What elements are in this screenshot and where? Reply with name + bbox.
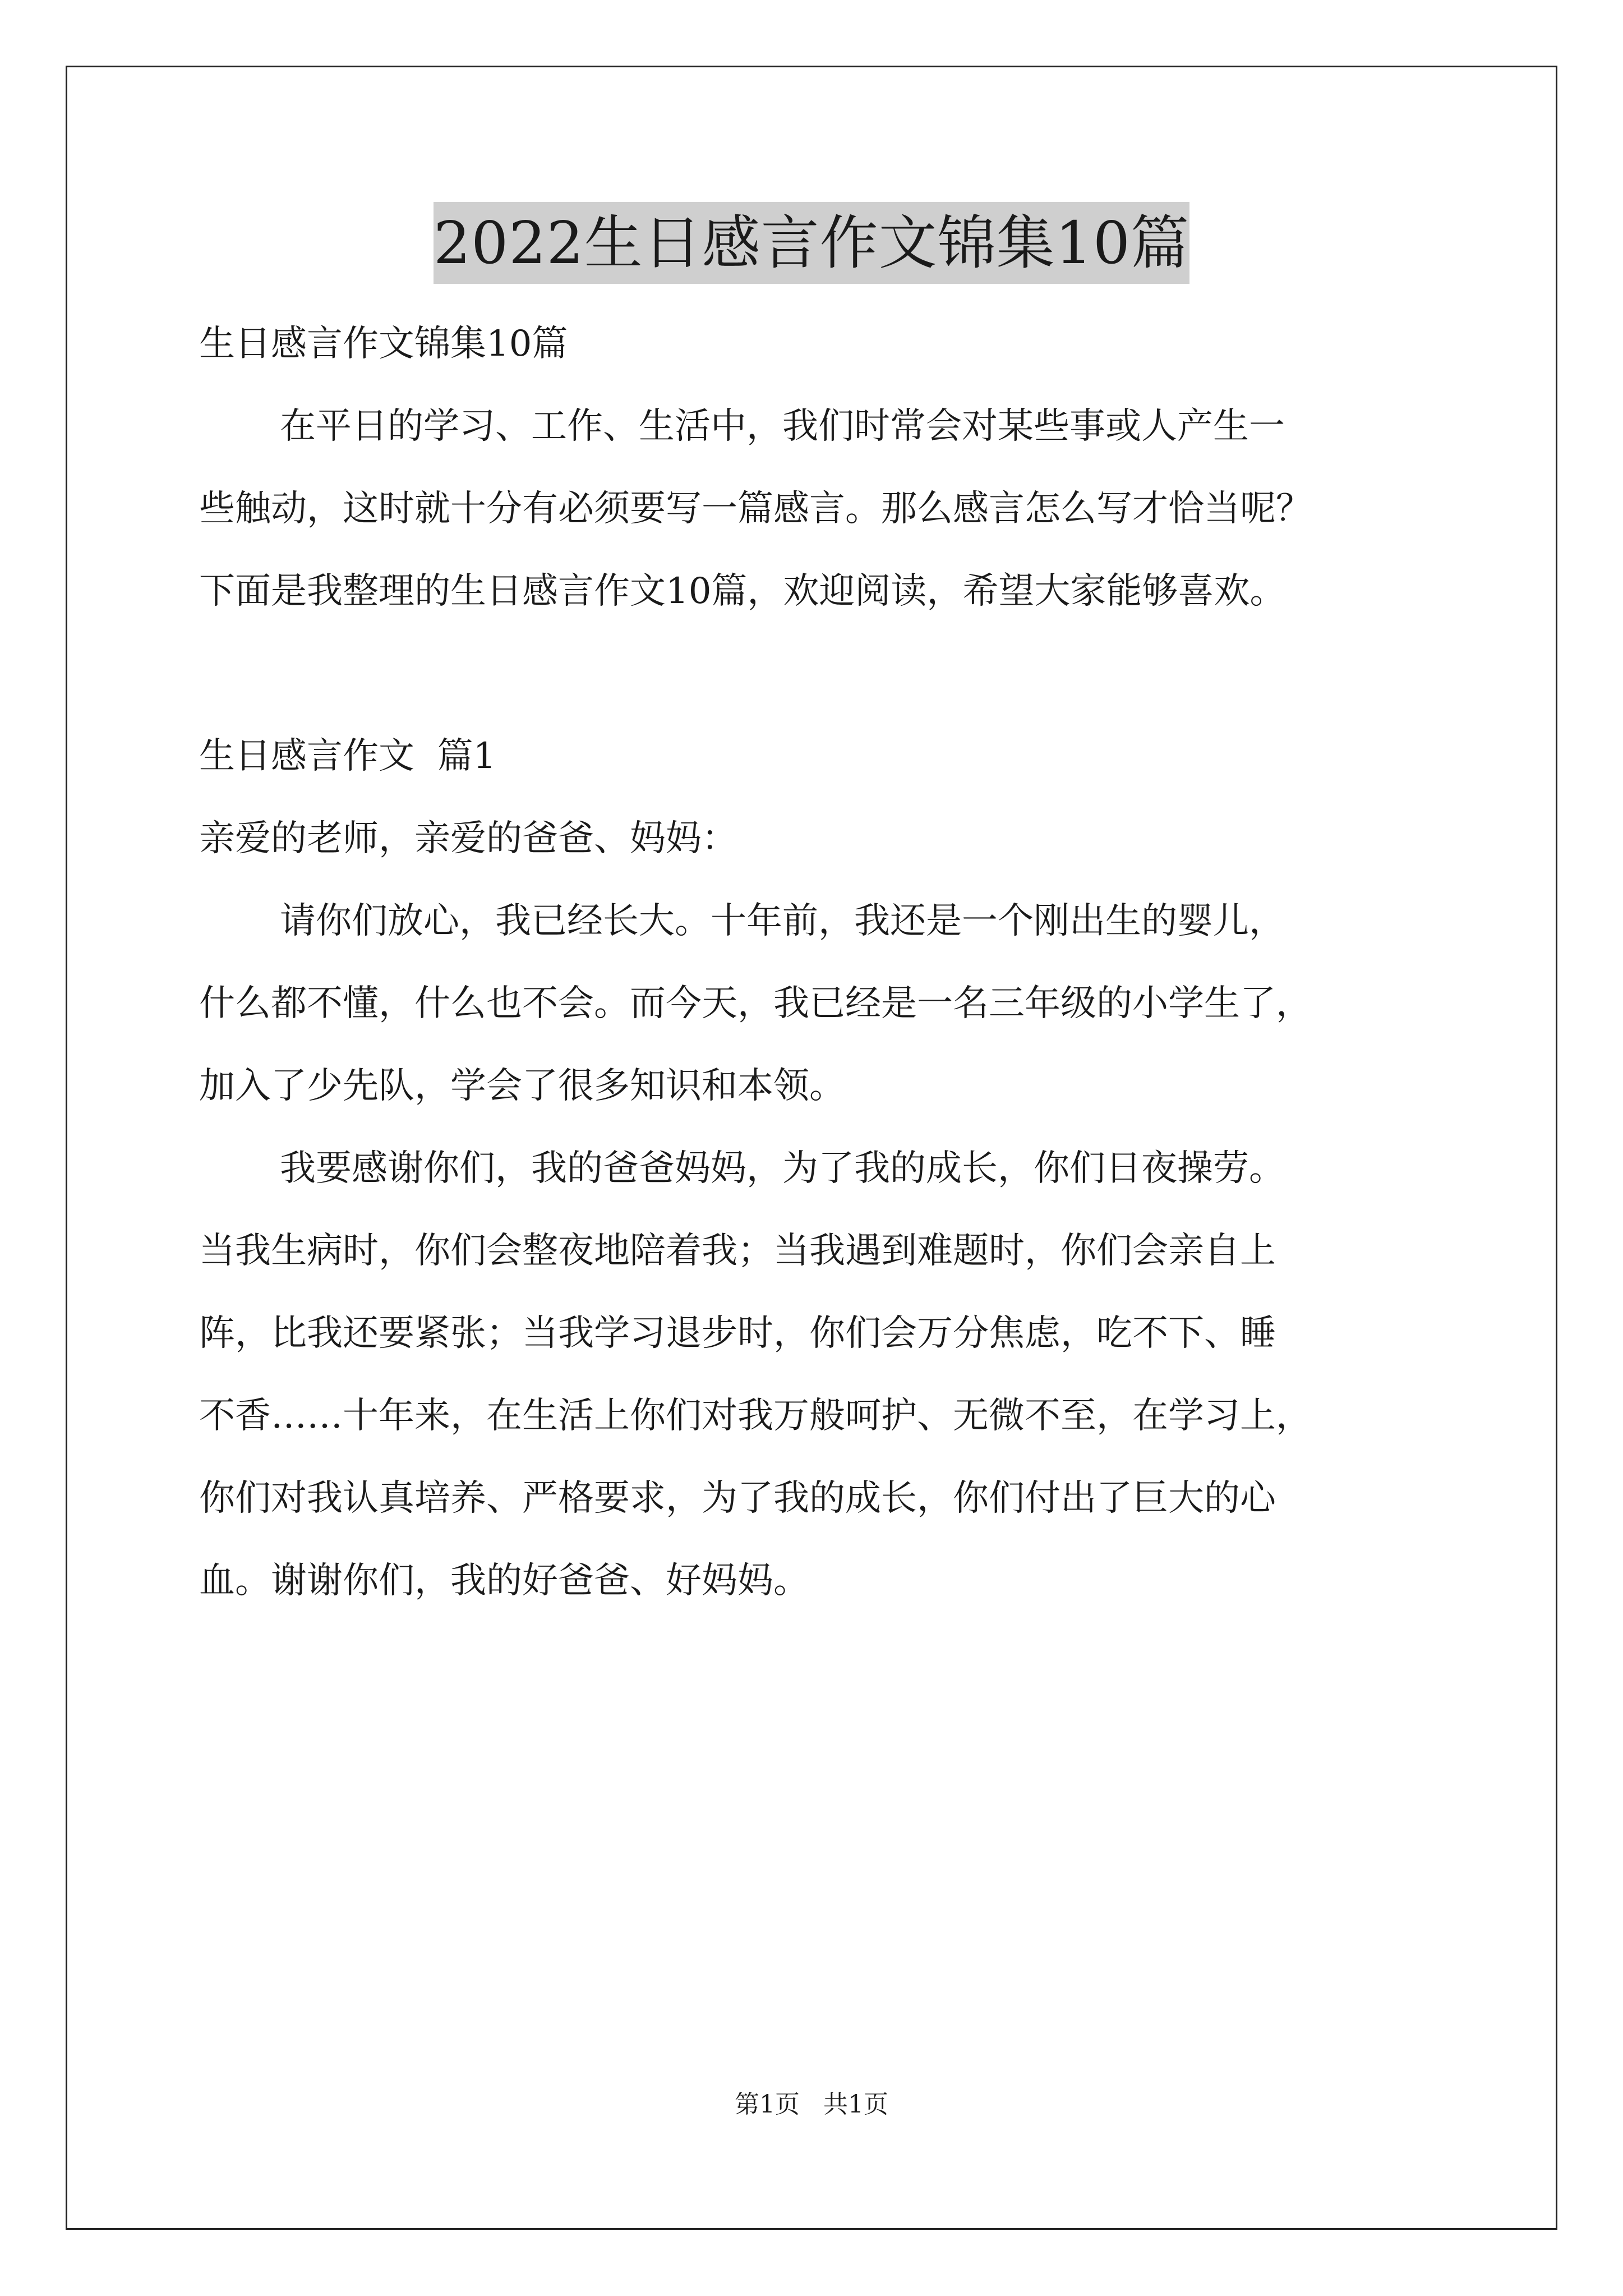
- intro-line: 在平日的学习、工作、生活中，我们时常会对某些事或人产生一: [280, 406, 1285, 447]
- document-body: [199, 303, 1467, 1622]
- subtitle: 生日感言作文锦集10篇: [199, 323, 568, 365]
- paragraph-line: 加入了少先队，学会了很多知识和本领。: [199, 1065, 845, 1107]
- intro-line: 下面是我整理的生日感言作文10篇，欢迎阅读，希望大家能够喜欢。: [199, 570, 1286, 612]
- paragraph-line: 你们对我认真培养、严格要求，为了我的成长，你们付出了巨大的心: [199, 1478, 1276, 1519]
- salutation: 亲爱的老师，亲爱的爸爸、妈妈：: [199, 818, 737, 859]
- paragraph-line: 什么都不懂，什么也不会。而今天，我已经是一名三年级的小学生了，: [199, 983, 1312, 1024]
- paragraph-line: 当我生病时，你们会整夜地陪着我；当我遇到难题时，你们会亲自上: [199, 1230, 1276, 1272]
- document-title: 2022生日感言作文锦集10篇: [434, 202, 1189, 284]
- section-heading: 生日感言作文 篇1: [199, 735, 496, 777]
- paragraph-line: 我要感谢你们，我的爸爸妈妈，为了我的成长，你们日夜操劳。: [280, 1148, 1285, 1189]
- intro-line: 些触动，这时就十分有必须要写一篇感言。那么感言怎么写才恰当呢？: [199, 488, 1312, 530]
- title-container: [0, 202, 1623, 284]
- paragraph-line: 血。谢谢你们，我的好爸爸、好妈妈。: [199, 1560, 809, 1602]
- page-footer: 第1页 共1页: [735, 2090, 888, 2119]
- paragraph-line: 请你们放心，我已经长大。十年前，我还是一个刚出生的婴儿，: [280, 900, 1285, 942]
- paragraph-line: 阵，比我还要紧张；当我学习退步时，你们会万分焦虑，吃不下、睡: [199, 1313, 1276, 1354]
- paragraph-line: 不香……十年来，在生活上你们对我万般呵护、无微不至，在学习上，: [199, 1395, 1312, 1437]
- paragraph-gap: [199, 633, 1467, 715]
